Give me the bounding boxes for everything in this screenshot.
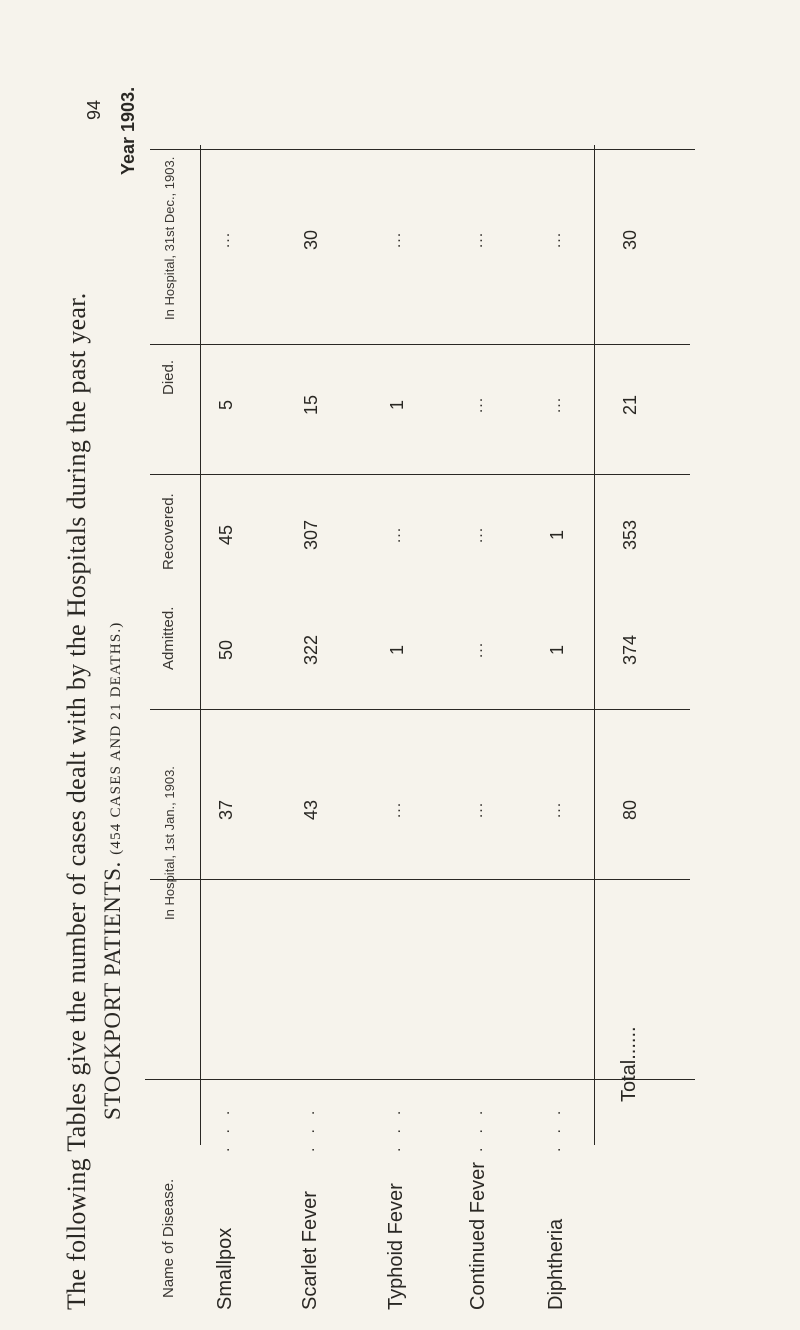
row-smallpox-died: 5 <box>216 400 236 411</box>
row-diphtheria-in-hospital-start: ... <box>547 801 564 819</box>
row-scarlet-fever-recovered: 307 <box>301 519 321 551</box>
col-divider-2 <box>150 879 690 880</box>
row-typhoid-fever-died: 1 <box>387 400 407 411</box>
row-continued-fever-leader: ... <box>469 1096 486 1152</box>
section-subtitle: (454 CASES AND 21 DEATHS.) <box>108 621 124 855</box>
table-rule-top <box>200 145 201 1145</box>
row-smallpox-in-hospital-start: 37 <box>216 799 236 821</box>
col-divider-3 <box>150 709 690 710</box>
row-smallpox-in-hospital-end: ... <box>216 231 233 249</box>
col-divider-4 <box>150 474 690 475</box>
col-divider-6 <box>150 149 695 150</box>
row-continued-fever-admitted: ... <box>469 641 486 659</box>
col-header-died: Died. <box>160 359 177 395</box>
row-smallpox-admitted: 50 <box>216 639 236 661</box>
row-continued-fever-recovered: ... <box>469 526 486 544</box>
row-smallpox-recovered: 45 <box>216 524 236 546</box>
row-smallpox-leader: ... <box>216 1096 233 1152</box>
row-typhoid-fever-disease: Typhoid Fever <box>385 1183 407 1310</box>
row-continued-fever-in-hospital-start: ... <box>469 801 486 819</box>
row-smallpox-disease: Smallpox <box>214 1227 236 1310</box>
row-typhoid-fever-admitted: 1 <box>387 645 407 656</box>
row-typhoid-fever-recovered: ... <box>387 526 404 544</box>
col-divider-5 <box>150 344 690 345</box>
row-diphtheria-in-hospital-end: ... <box>547 231 564 249</box>
row-typhoid-fever-in-hospital-start: ... <box>387 801 404 819</box>
col-header-in-hospital-end: In Hospital, 31st Dec., 1903. <box>162 156 177 320</box>
row-scarlet-fever-leader: ... <box>301 1096 318 1152</box>
totals-recovered: 353 <box>620 519 640 551</box>
intro-text: The following Tables give the number of cases dealt with by the Hospitals during the past year. <box>62 292 91 1310</box>
year-heading: Year 1903. <box>118 86 138 175</box>
totals-label: Total...... <box>618 1026 640 1102</box>
row-diphtheria-died: ... <box>547 396 564 414</box>
row-diphtheria-leader: ... <box>547 1096 564 1152</box>
totals-in-hospital-end: 30 <box>620 229 640 251</box>
row-diphtheria-admitted: 1 <box>547 645 567 656</box>
section-title <box>100 621 126 1120</box>
totals-died: 21 <box>620 394 640 416</box>
row-typhoid-fever-leader: ... <box>387 1096 404 1152</box>
col-divider-1 <box>145 1079 695 1080</box>
row-continued-fever-died: ... <box>469 396 486 414</box>
row-scarlet-fever-in-hospital-end: 30 <box>301 229 321 251</box>
col-header-recovered: Recovered. <box>160 493 177 570</box>
row-diphtheria-recovered: 1 <box>547 530 567 541</box>
table-rule-bottom <box>594 145 595 1145</box>
row-diphtheria-disease: Diphtheria <box>545 1218 567 1310</box>
row-scarlet-fever-in-hospital-start: 43 <box>301 799 321 821</box>
totals-admitted: 374 <box>620 634 640 666</box>
row-typhoid-fever-in-hospital-end: ... <box>387 231 404 249</box>
col-header-in-hospital-start: In Hospital, 1st Jan., 1903. <box>162 766 177 920</box>
page-number: 94 <box>84 99 104 120</box>
col-header-disease: Name of Disease. <box>160 1178 177 1298</box>
totals-in-hospital-start: 80 <box>620 799 640 821</box>
row-scarlet-fever-disease: Scarlet Fever <box>299 1191 321 1310</box>
row-continued-fever-in-hospital-end: ... <box>469 231 486 249</box>
row-scarlet-fever-admitted: 322 <box>301 634 321 666</box>
row-scarlet-fever-died: 15 <box>301 394 321 416</box>
section-title-main: STOCKPORT PATIENTS. <box>100 861 125 1120</box>
col-header-admitted: Admitted. <box>160 606 177 670</box>
row-continued-fever-disease: Continued Fever <box>467 1162 489 1310</box>
